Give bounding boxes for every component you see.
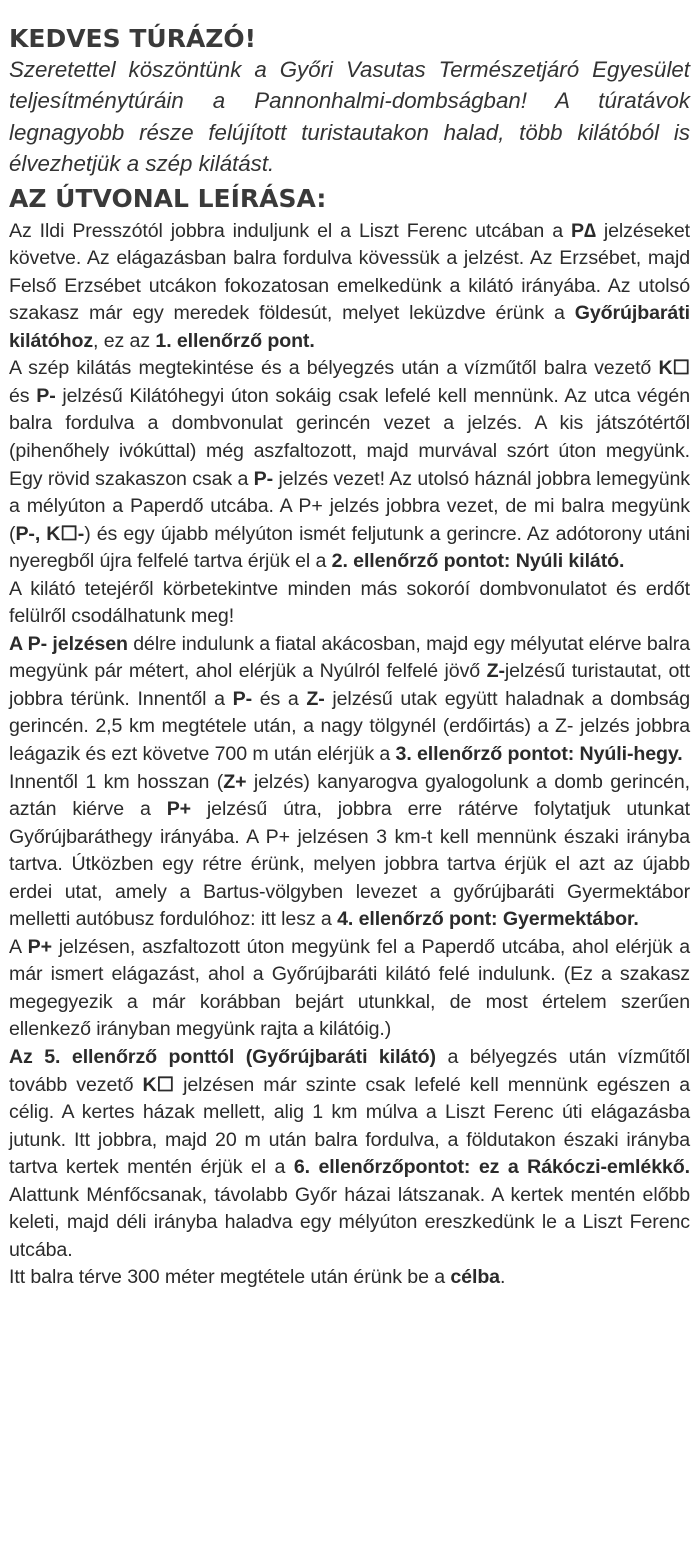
checkpoint-2: 2. ellenőrző pontot: Nyúli kilátó.	[331, 550, 625, 573]
paragraph-checkpoint-5-6: Az 5. ellenőrző ponttól (Győrújbaráti kilátó) a bélyegzés után vízműtől tovább vezető K☐ jelzésen már szinte csak lefelé kell mennünk egészen a célig. A kertes házak mellett, alig 1 km múlva a Liszt Ferenc úti elágazásba jutunk. Itt jobbra, majd 20 m után balra fordulva, a földutakon északi irányba tartva kertek mentén érjük el a 6. ellenőrzőpontot: ez a Rákóczi-emlékkő. Alattunk Ménfőcsanak, távolabb Győr házai látszanak. A kertek mentén előbb keleti, majd déli irányba haladva egy mélyúton ereszkedünk le a Liszt Ferenc utcába.	[9, 1046, 691, 1261]
paragraph-checkpoint-3: A P- jelzésen délre indulunk a fiatal akácosban, majd egy mélyutat elérve balra megyünk pár métert, ahol elérjük a Nyúlról felfelé jövő Z-jelzésű turistautat, ott jobbra térünk. Innentől a P- és a Z- jelzésű utak együtt haladnak a dombság gerincén. 2,5 km megtétele után, a nagy tölgynél (erdőirtás) a Z- jelzés jobbra leágazik és ezt követve 700 m után elérjük a 3. ellenőrző pontot: Nyúli-hegy.	[9, 632, 691, 766]
trail-mark: P-	[253, 467, 274, 490]
trail-mark: P-, K☐-	[15, 522, 85, 545]
finish-label: célba	[450, 1266, 500, 1289]
intro-paragraph: Szeretettel köszöntünk a Győri Vasutas Természetjáró Egyesület teljesítménytúráin a Pannonhalmi-dombságban! A túratávok legnagyobb része felújított turistautakon halad, több kilátóból is élvezhetjük a szép kilátást.	[9, 57, 690, 177]
trail-mark: P+	[166, 798, 191, 821]
section-title: AZ ÚTVONAL LEÍRÁSA:	[9, 183, 327, 213]
trail-mark: P-	[36, 384, 56, 407]
paragraph-return: A P+ jelzésen, aszfaltozott úton megyünk fel a Paperdő utcába, ahol elérjük a már ismert elágazást, ahol a Győrújbaráti kilátó felé indulunk. (Ez a szakasz megegyezik a már korábban bejárt utunkkal, de most értelem szerűen ellenkező irányban megyünk rajta a kilátóig.)	[9, 935, 691, 1041]
paragraph-start: Az Ildi Presszótól jobbra induljunk el a Liszt Ferenc utcában a P∆ jelzéseket követve. Az elágazásban balra fordulva kövessük a jelzést. Az Erzsébet, majd Felső Erzsébet utcákon fokozatosan emelkedünk a kilátó irányába. Az utolsó szakasz már egy meredek földesút, melyet leküzdve érünk a Győrújbaráti kilátóhoz, ez az 1. ellenőrző pont.	[9, 219, 690, 352]
paragraph-finish: Itt balra térve 300 méter megtétele után érünk be a célba.	[9, 1266, 506, 1289]
trail-mark: K☐	[142, 1073, 175, 1096]
checkpoint-1: 1. ellenőrző pont.	[155, 329, 315, 352]
paragraph-checkpoint-4: Innentől 1 km hosszan (Z+ jelzés) kanyarogva gyalogolunk a domb gerincén, aztán kiérve a P+ jelzésű útra, jobbra erre rátérve folytatjuk utunkat Győrújbaráthegy irányába. A P+ jelzésen 3 km-t kell mennünk északi irányba tartva. Útközben egy rétre érünk, melyen jobbra tartva érjük el azt az újabb erdei utat, amely a Bartus-völgyben levezet a győrújbaráti Gyermektábor melletti autóbusz fordulóhoz: itt lesz a 4. ellenőrző pont: Gyermektábor.	[9, 770, 690, 931]
greeting-heading: KEDVES TÚRÁZÓ!	[9, 24, 257, 53]
paragraph-view: A kilátó tetejéről körbetekintve minden más sokoróí dombvonulatot és erdőt felülről csodálhatunk meg!	[9, 577, 690, 628]
checkpoint-6: 6. ellenőrzőpontot: ez a Rákóczi-emlékkő.	[293, 1156, 690, 1179]
checkpoint-3: 3. ellenőrző pontot: Nyúli-hegy.	[395, 743, 683, 766]
trail-mark: P∆	[571, 219, 596, 242]
paragraph-checkpoint-2: A szép kilátás megtekintése és a bélyegzés után a vízműtől balra vezető K☐ és P- jelzésű Kilátóhegyi úton sokáig csak lefelé kell mennünk. Az utca végén balra fordulva a dombvonulat gerincén vezet a jelzés. A kis játszótértől (pihenőhely ivókúttal) még aszfaltozott, majd murvával szórt úton megyünk. Egy rövid szakaszon csak a P- jelzés vezet! Az utolsó háznál jobbra lemegyünk a mélyúton a Paperdő utcába. A P+ jelzés jobbra vezet, de mi balra megyünk (P-, K☐-) és egy újabb mélyúton ismét feljutunk a gerincre. Az adótorony utáni nyeregből újra felfelé tartva érjük el a 2. ellenőrző pontot: Nyúli kilátó.	[9, 357, 690, 573]
trail-mark: P+	[27, 935, 52, 958]
trail-lead: A P- jelzésen	[9, 632, 128, 655]
route-description	[9, 218, 690, 1292]
trail-mark: P-	[232, 687, 252, 710]
checkpoint-4: 4. ellenőrző pont: Gyermektábor.	[337, 908, 639, 931]
trail-mark: Z-	[306, 687, 325, 710]
trail-mark: Z-	[486, 660, 505, 683]
checkpoint-5: Az 5. ellenőrző ponttól (Győrújbaráti kilátó)	[9, 1046, 436, 1069]
trail-mark: K☐	[658, 357, 690, 380]
lookout-name: Győrújbaráti kilátóhoz	[9, 302, 690, 352]
trail-mark: Z+	[223, 770, 247, 793]
